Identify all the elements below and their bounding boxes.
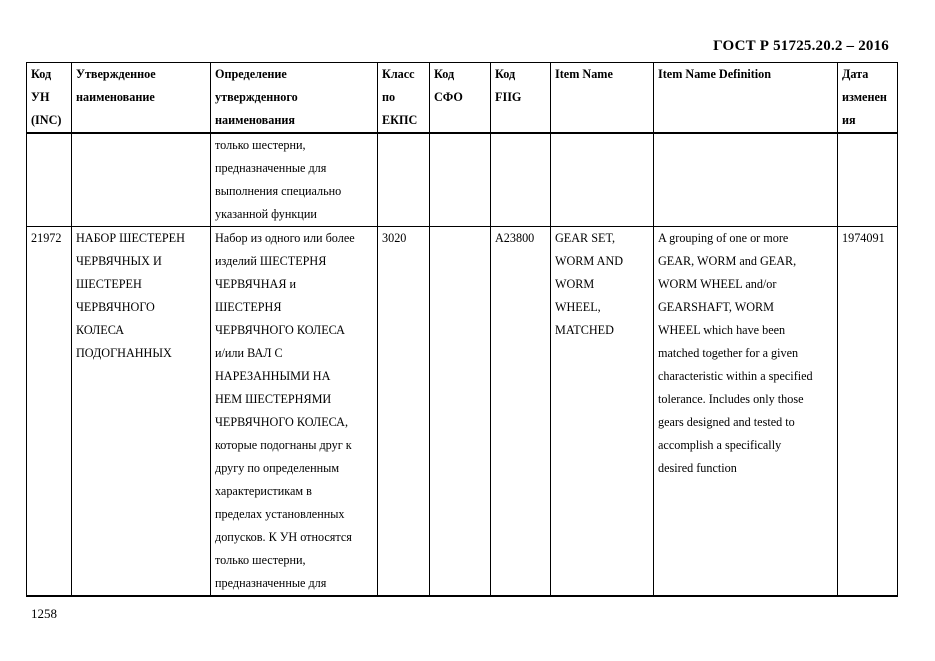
cell-text: только шестерни, [215, 138, 306, 152]
header-name-definition [211, 63, 378, 134]
cell-text: WORM WHEEL and/or [658, 277, 777, 291]
cell-ekps-class [378, 133, 430, 227]
cell-change-date [838, 227, 898, 597]
header-text: Код [434, 67, 455, 81]
cell-text: MATCHED [555, 323, 614, 337]
cell-text: ШЕСТЕРНЯ [215, 300, 282, 314]
header-item-name-definition [654, 63, 838, 134]
cell-fiig-code [491, 133, 551, 227]
cell-text: 21972 [31, 231, 62, 245]
table-body [27, 133, 898, 596]
cell-sfo-code [430, 227, 491, 597]
cell-text: допусков. К УН относятся [215, 530, 352, 544]
header-text: Код [31, 67, 52, 81]
cell-text: предназначенные для [215, 576, 327, 590]
cell-text: ЧЕРВЯЧНАЯ и [215, 277, 297, 291]
header-inc-code [27, 63, 72, 134]
cell-item-name-definition [654, 227, 838, 597]
cell-text: characteristic within a specified [658, 369, 813, 383]
header-text: утвержденного [215, 90, 298, 104]
cell-inc-code [27, 133, 72, 227]
header-text: Дата [842, 67, 869, 81]
cell-sfo-code [430, 133, 491, 227]
cell-text: только шестерни, [215, 553, 306, 567]
cell-text: другу по определенным [215, 461, 340, 475]
cell-text: GEAR SET, [555, 231, 616, 245]
cell-text: WHEEL which have been [658, 323, 786, 337]
cell-text: ШЕСТЕРЕН [76, 277, 142, 291]
cell-approved-name [72, 227, 211, 597]
header-text: Код [495, 67, 516, 81]
items-table [26, 62, 898, 597]
page-number: 1258 [31, 606, 57, 621]
header-item-name [551, 63, 654, 134]
cell-text: предназначенные для [215, 161, 327, 175]
header-text: Класс [382, 67, 415, 81]
cell-text: Набор из одного или более [215, 231, 355, 245]
cell-fiig-code [491, 227, 551, 597]
cell-text: ЧЕРВЯЧНОГО [76, 300, 155, 314]
cell-text: ПОДОГНАННЫХ [76, 346, 172, 360]
cell-item-name [551, 133, 654, 227]
cell-text: характеристикам в [215, 484, 312, 498]
header-text: Утвержденное [76, 67, 156, 81]
cell-ekps-class [378, 227, 430, 597]
cell-text: GEAR, WORM and GEAR, [658, 254, 797, 268]
header-text: ЕКПС [382, 113, 418, 127]
cell-text: tolerance. Includes only those [658, 392, 804, 406]
header-fiig-code [491, 63, 551, 134]
header-text: изменен [842, 90, 887, 104]
cell-item-name-definition [654, 133, 838, 227]
header-approved-name [72, 63, 211, 134]
cell-text: accomplish a specifically [658, 438, 782, 452]
header-text: Item Name [555, 67, 613, 81]
cell-text: и/или ВАЛ С [215, 346, 283, 360]
cell-text: пределах установленных [215, 507, 345, 521]
cell-text: A23800 [495, 231, 535, 245]
header-text: Item Name Definition [658, 67, 772, 81]
cell-text: НАРЕЗАННЫМИ НА [215, 369, 331, 383]
cell-text: GEARSHAFT, WORM [658, 300, 775, 314]
table-row [27, 227, 898, 597]
table-row [27, 133, 898, 227]
cell-text: 3020 [382, 231, 407, 245]
cell-text: WORM [555, 277, 595, 291]
cell-text: 1974091 [842, 231, 885, 245]
header-ekps-class [378, 63, 430, 134]
cell-text: ЧЕРВЯЧНОГО КОЛЕСА, [215, 415, 349, 429]
header-text: СФО [434, 90, 463, 104]
cell-text: КОЛЕСА [76, 323, 125, 337]
cell-text: НЕМ ШЕСТЕРНЯМИ [215, 392, 332, 406]
header-change-date [838, 63, 898, 134]
cell-approved-name [72, 133, 211, 227]
cell-text: WHEEL, [555, 300, 601, 314]
cell-text: WORM AND [555, 254, 624, 268]
cell-text: НАБОР ШЕСТЕРЕН [76, 231, 185, 245]
cell-inc-code [27, 227, 72, 597]
header-text: ия [842, 113, 856, 127]
cell-text: изделий ШЕСТЕРНЯ [215, 254, 327, 268]
cell-name-definition [211, 133, 378, 227]
cell-text: которые подогнаны друг к [215, 438, 352, 452]
header-sfo-code [430, 63, 491, 134]
cell-change-date [838, 133, 898, 227]
cell-text: ЧЕРВЯЧНЫХ И [76, 254, 162, 268]
cell-text: gears designed and tested to [658, 415, 795, 429]
header-text: УН [31, 90, 50, 104]
cell-text: A grouping of one or more [658, 231, 789, 245]
header-row [27, 63, 898, 134]
header-text: Определение [215, 67, 287, 81]
cell-text: desired function [658, 461, 737, 475]
cell-text: matched together for a given [658, 346, 799, 360]
header-text: по [382, 90, 396, 104]
header-text: наименование [76, 90, 155, 104]
document-title: ГОСТ Р 51725.20.2 – 2016 [713, 38, 889, 54]
cell-text: указанной функции [215, 207, 317, 221]
header-text: (INC) [31, 113, 62, 127]
cell-item-name [551, 227, 654, 597]
cell-text: ЧЕРВЯЧНОГО КОЛЕСА [215, 323, 345, 337]
cell-name-definition [211, 227, 378, 597]
header-text: наименования [215, 113, 295, 127]
header-text: FIIG [495, 90, 522, 104]
cell-text: выполнения специально [215, 184, 342, 198]
